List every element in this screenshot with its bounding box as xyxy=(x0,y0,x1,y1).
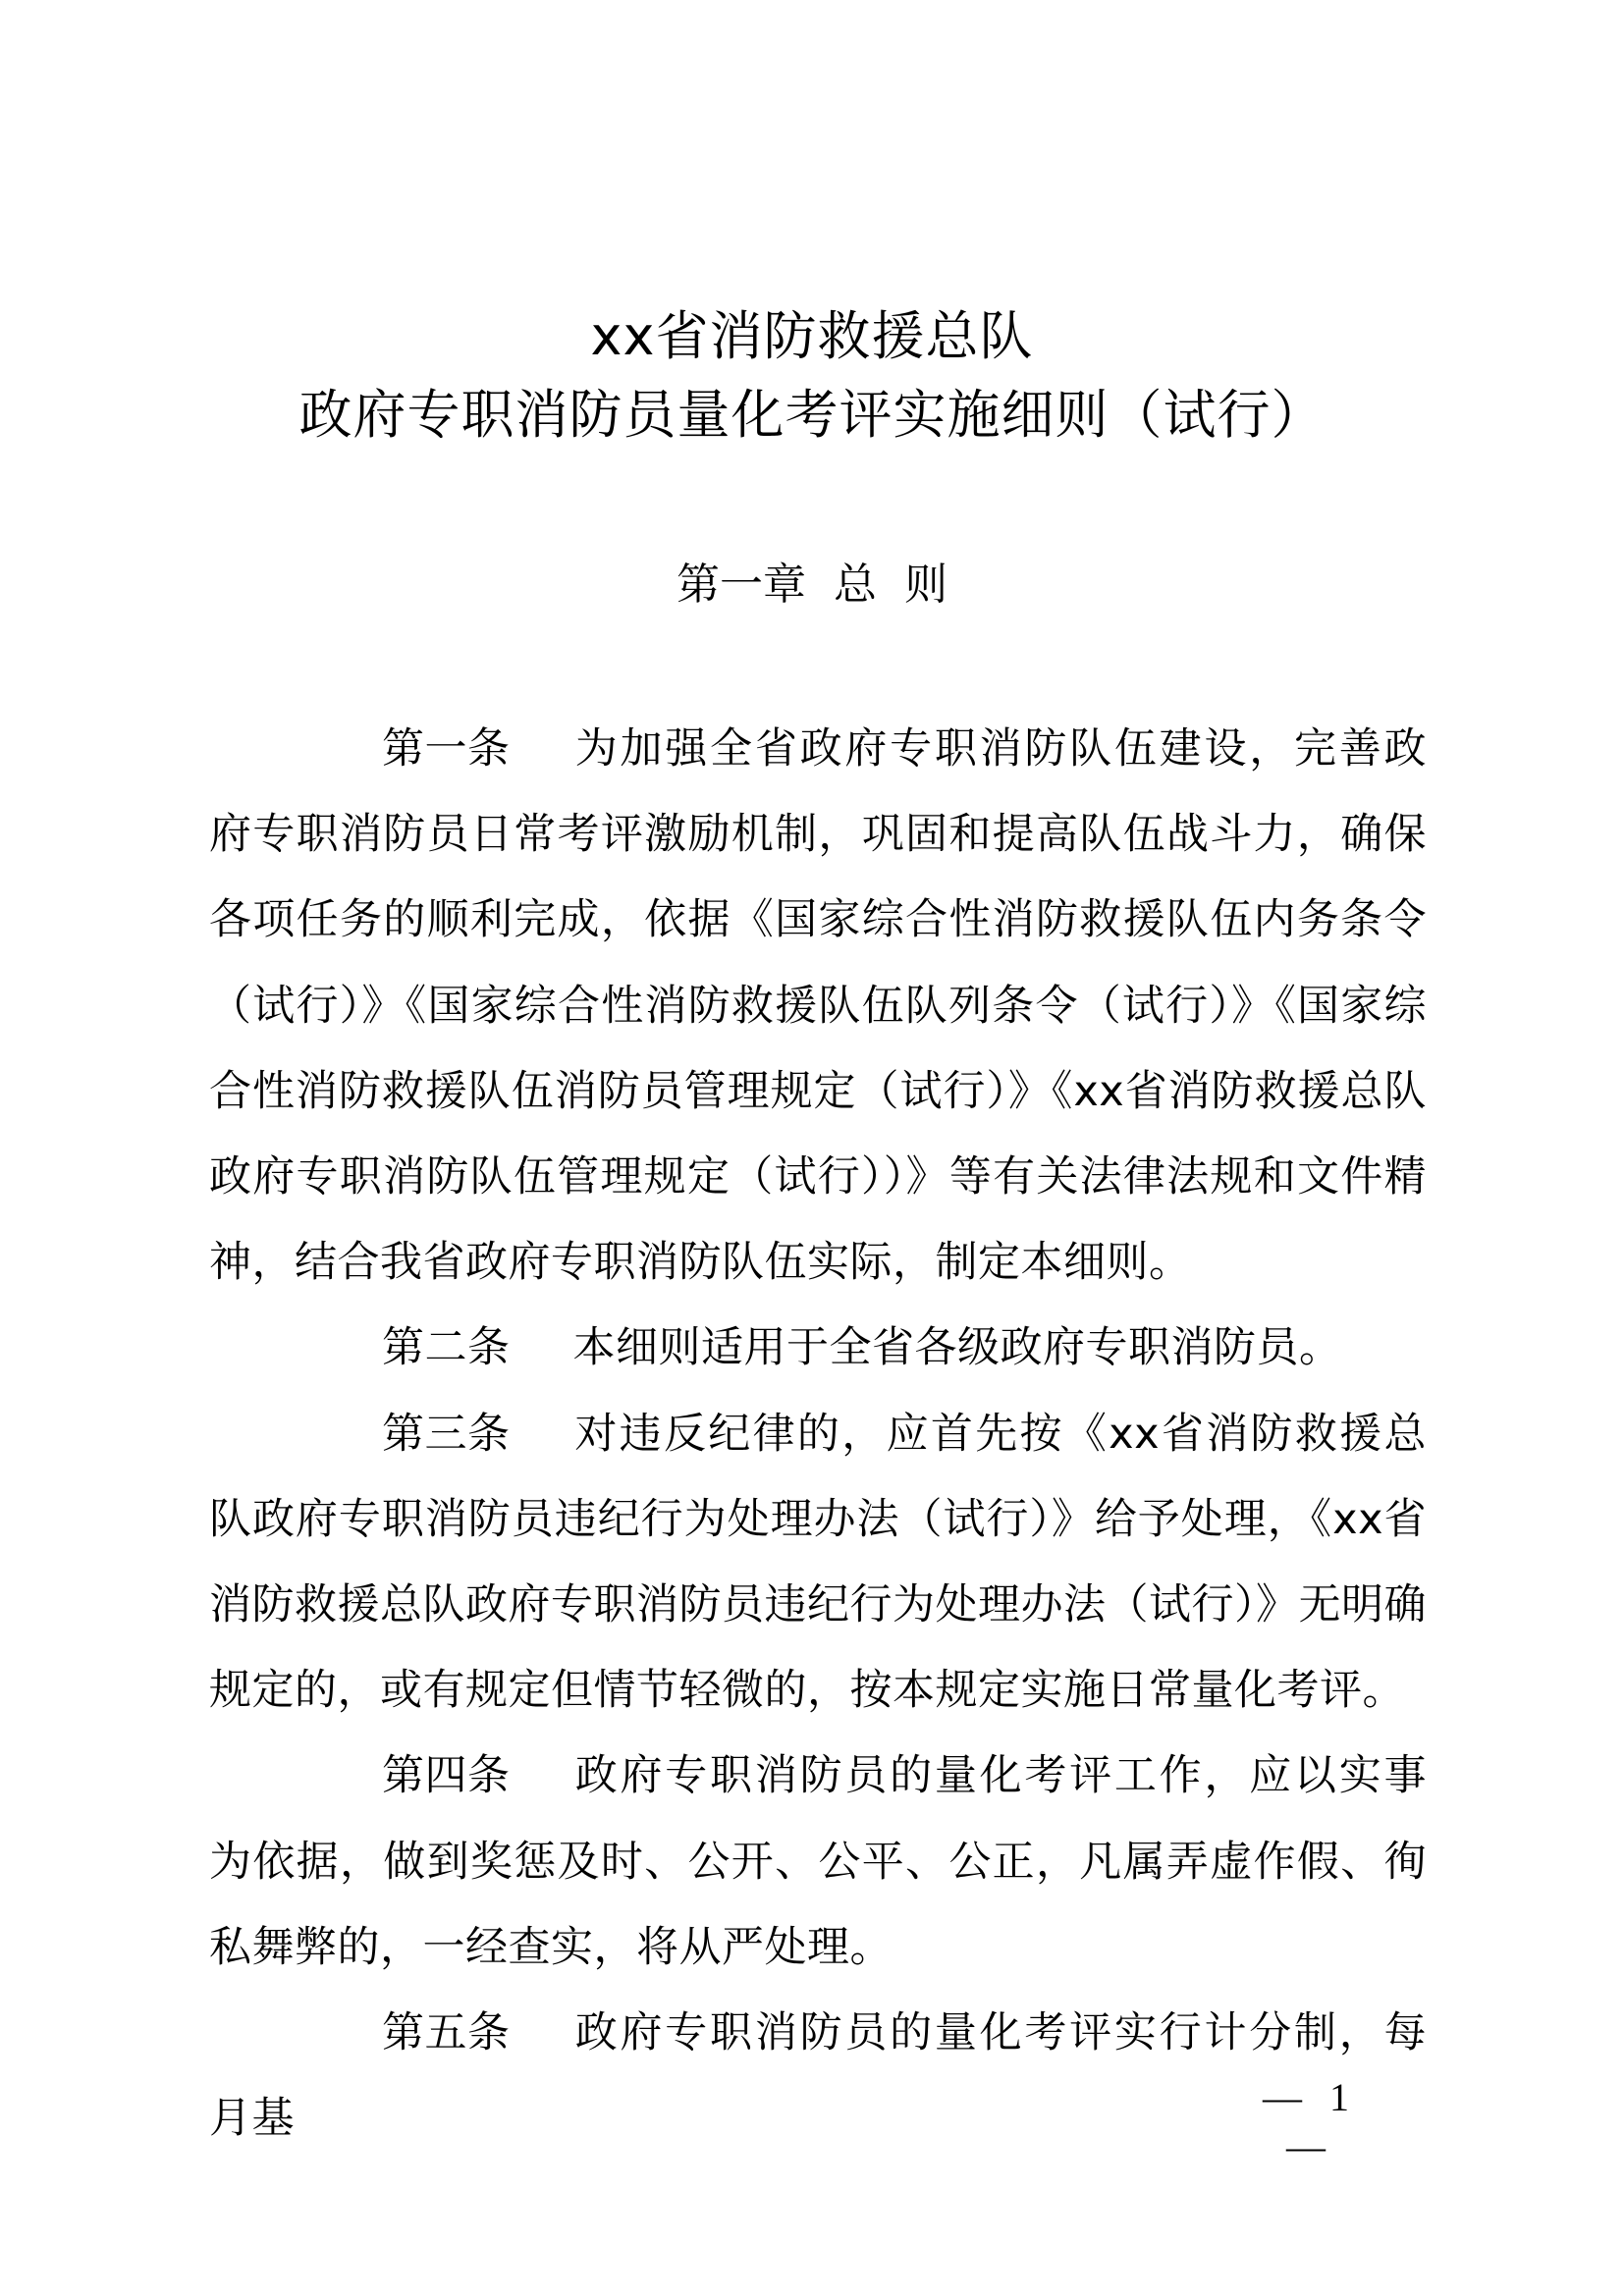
article-text: 对违反纪律的，应首先按《xx省消防救援总队政府专职消防员违纪行为处理办法（试行）》给予处理，《xx省消防救援总队政府专职消防员违纪行为处理办法（试行）》无明确规定的，或有规定但情节轻微的，按本规定实施日常量化考评。 xyxy=(209,1409,1427,1716)
article-1 xyxy=(209,707,1427,1306)
document-body xyxy=(209,707,1427,2162)
chapter-heading: 第一章 总 则 xyxy=(677,560,947,610)
article-text: 为加强全省政府专职消防队伍建设，完善政府专职消防员日常考评激励机制，巩固和提高队伍战斗力，确保各项任务的顺利完成，依据《国家综合性消防救援队伍内务条令（试行）》《国家综合性消防救援队伍队列条令（试行）》《国家综合性消防救援队伍消防员管理规定（试行）》《xx省消防救援总队政府专职消防队伍管理规定（试行））》等有关法律法规和文件精神，结合我省政府专职消防队伍实际，制定本细则。 xyxy=(209,724,1427,1288)
article-2 xyxy=(209,1306,1427,1391)
article-label: 第一条 xyxy=(382,724,511,774)
article-label: 第二条 xyxy=(382,1323,511,1373)
article-text: 政府专职消防员的量化考评工作，应以实事为依据，做到奖惩及时、公开、公平、公正，凡属弄虚作假、徇私舞弊的，一经查实，将从严处理。 xyxy=(209,1751,1427,1972)
article-text: 本细则适用于全省各级政府专职消防员。 xyxy=(572,1323,1342,1373)
article-3 xyxy=(209,1392,1427,1735)
document-title-line2: 政府专职消防员量化考评实施细则（试行） xyxy=(298,384,1326,446)
article-label: 第三条 xyxy=(382,1409,511,1459)
page-number: — 1 — xyxy=(1263,2075,1349,2168)
article-4 xyxy=(209,1734,1427,1991)
article-label: 第五条 xyxy=(382,2008,511,2058)
article-label: 第四条 xyxy=(382,1751,511,1801)
document-title-line1: xx省消防救援总队 xyxy=(590,305,1034,367)
article-text: 政府专职消防员的量化考评实行计分制，每月基 xyxy=(209,2008,1427,2144)
